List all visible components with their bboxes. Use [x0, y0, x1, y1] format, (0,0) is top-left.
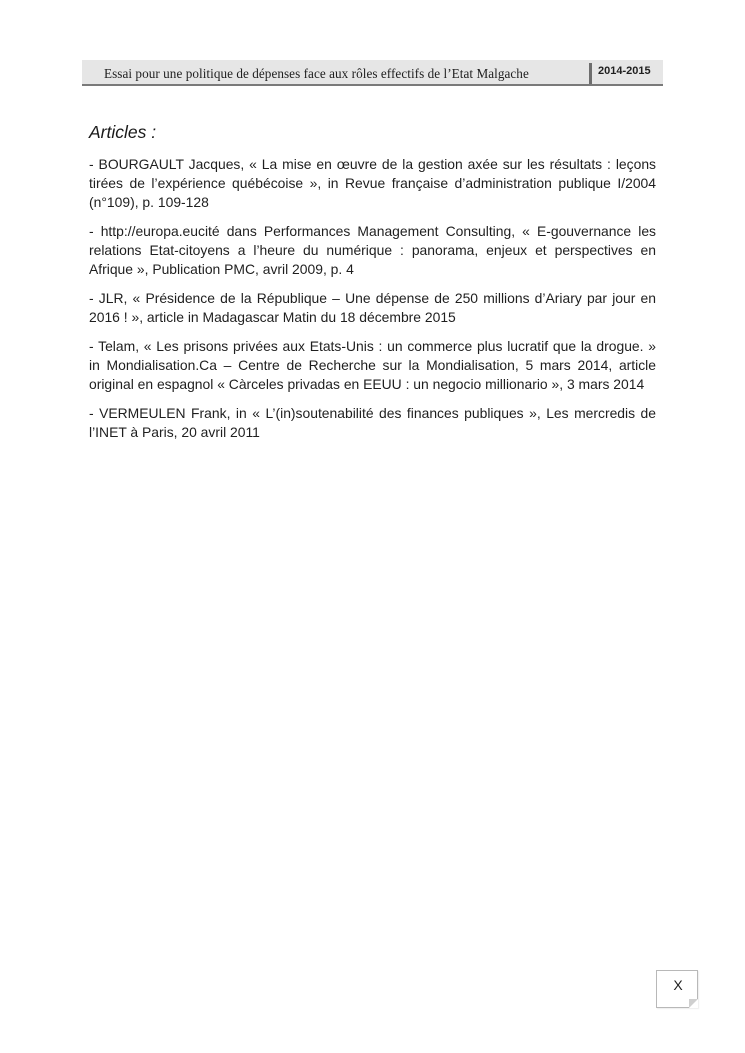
header-year: 2014-2015 [598, 65, 651, 77]
page-number-box [656, 970, 698, 1008]
section-title: Articles : [89, 122, 157, 142]
article-entry: - JLR, « Présidence de la République – Une dépense de 250 millions d’Ariary par jour en 2016 ! », article in Madagascar Matin du 18 décembre 2015 [89, 290, 656, 325]
article-entry: - BOURGAULT Jacques, « La mise en œuvre de la gestion axée sur les résultats : leçons tirées de l’expérience québécoise », in Revue française d’administration publique I/2004 (n°109), p. 109-128 [89, 156, 656, 210]
page-number: X [673, 977, 683, 993]
articles-list [89, 155, 656, 452]
page-header [82, 60, 663, 86]
page-fold-corner [689, 999, 698, 1008]
article-entry: - VERMEULEN Frank, in « L’(in)soutenabilité des finances publiques », Les mercredis de l’INET à Paris, 20 avril 2011 [89, 405, 656, 440]
article-entry: - Telam, « Les prisons privées aux Etats-Unis : un commerce plus lucratif que la drogue. » in Mondialisation.Ca – Centre de Recherche sur la Mondialisation, 5 mars 2014, article original en espagnol « Càrceles privadas en EEUU : un negocio millionario », 3 mars 2014 [89, 338, 656, 392]
article-entry: - http://europa.eucité dans Performances Management Consulting, « E-gouvernance les relations Etat-citoyens a l’heure du numérique : panorama, enjeux et perspectives en Afrique », Publication PMC, avril 2009, p. 4 [89, 223, 656, 277]
header-divider [589, 63, 592, 84]
header-title: Essai pour une politique de dépenses face aux rôles effectifs de l’Etat Malgache [104, 66, 529, 81]
